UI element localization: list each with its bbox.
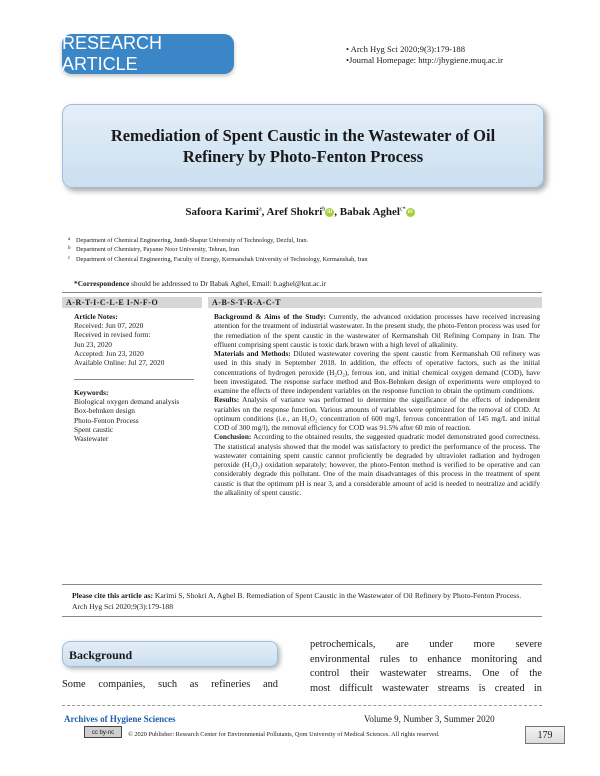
divider: [62, 616, 542, 617]
abstract-background: [214, 312, 540, 349]
abstract-methods: [214, 349, 540, 395]
keyword: Spent caustic: [74, 424, 114, 434]
abstract-label: Background & Aims of the Study:: [214, 312, 326, 321]
affiliation-text: Department of Chemical Engineering, Faculty of Energy, Kermanshah University of Technology, Kermanshah, Iran: [76, 256, 368, 263]
body-line: environmental rules to enhance monitoring and: [310, 653, 542, 665]
correspondence: [74, 279, 326, 288]
keywords-label: Keywords:: [74, 388, 109, 397]
keyword: Biological oxygen demand analysis: [74, 397, 180, 407]
affiliation-label: b: [68, 246, 71, 251]
orcid-icon[interactable]: iD: [327, 210, 333, 215]
body-text-right: [310, 638, 542, 696]
notes-label: Article Notes:: [74, 312, 118, 321]
abstract-label: Conclusion:: [214, 432, 252, 442]
author-name: Safoora Karimi: [185, 206, 259, 218]
correspondence-label: *Correspondence: [74, 279, 130, 288]
divider: [74, 379, 194, 380]
footer-divider: [62, 705, 542, 706]
revised-date: Jun 23, 2020: [74, 339, 112, 349]
affiliation: [68, 256, 368, 264]
keyword: Wastewater: [74, 434, 109, 444]
cc-license-icon[interactable]: cc by-nc: [84, 726, 122, 738]
author-sup: a: [258, 206, 262, 213]
author-sup: b: [322, 206, 326, 213]
divider: [62, 584, 542, 585]
body-line: petrochemicals, are under more severe: [310, 639, 542, 650]
author-name: Babak Aghel: [339, 206, 400, 218]
footer-journal: Archives of Hygiene Sciences: [64, 714, 176, 724]
abstract-text: Currently, the advanced oxidation processes have received increasing attention for the treatment of industrial wastewater. In the present study, the photo-Fenton process was used for the remediation of the spent caustic in the wastewater of Kermanshah Oil Refining Company in Iran. The effluent comprising spent caustic is toxic dark brawn with a high level of alkalinity.: [214, 312, 541, 349]
orcid-icon[interactable]: iD: [407, 210, 413, 215]
divider: [62, 292, 542, 293]
abstract-conclusion: [214, 432, 540, 497]
abstract-text: Diluted wastewater covering the spent caustic from Kermanshah Oil refinery was used in this study in September 2018. In addition, the effects of operative factors, such as the initial concentrations of hydrogen peroxide (H₂O₂), ferrous ion, and initial chemical oxygen demand (COD), have been investigated. The response surface method and Box-Behnken design of experiments were employed to examine the effects of three independent variables on the response function to obtain the optimum conditions.: [214, 349, 540, 395]
abstract-body: [214, 312, 540, 497]
copyright-notice: © 2020 Publisher: Research Center for Environmental Pollutants, Qom University of Medical Sciences. All rights reserved.: [128, 731, 440, 738]
correspondence-text: should be addressed to Dr Babak Aghel, Email: b.aghel@kut.ac.ir: [129, 279, 326, 288]
keyword: Box-behnken design: [74, 406, 135, 416]
author-name: Aref Shokri: [266, 206, 323, 218]
affiliation-label: a: [68, 237, 71, 242]
author-sup: c*: [399, 206, 406, 213]
abstract-results: [214, 395, 540, 432]
abstract-text: According to the obtained results, the suggested quadratic model demonstrated good correctness. The statistical analysis showed that the model was satisfactory to predict the performance of the process. The wastewater containing spent caustic cannot proficiently be degraded by ultraviolet radiation and hydrogen peroxide (H₂O₂) oxidation separately; however, the photo-Fenton method is verified to be operative and can considerably degrade this pollutant. One of the main disadvantages of this process in the treatment of spent caustic is that the optimum pH is near 3, and a considerable amount of acid is needed to neutralize and acidify the alkalinity of spent caustic.: [214, 432, 540, 497]
article-info-heading: A-R-T-I-C-L-E I-N-F-O: [62, 297, 202, 308]
paper-title: Remediation of Spent Caustic in the Wastewater of Oil Refinery by Photo-Fenton Process: [110, 126, 496, 166]
cite-label: Please cite this article as:: [72, 591, 153, 600]
body-line: control their wastewater streams. One of the: [310, 668, 542, 679]
affiliation: [68, 246, 239, 254]
abstract-text: Analysis of variance was performed to determine the significance of the effects of independent variables on the response function. Various amounts of variables were optimized for the removal of COD. At optimum conditions (i.e., an H₂O₂ concentration of 600 mg/l, ferrous concentration of 145 mg/L and initial COD of 300 mg/l), the removal efficiency for COD was 91.5% after 60 min of reaction.: [214, 395, 540, 432]
affiliation-label: c: [68, 256, 71, 261]
affiliation-text: Department of Chemical Engineering, Jundi-Shapur University of Technology, Dezful, Iran.: [76, 237, 309, 244]
title-box: [62, 104, 544, 188]
keywords: [74, 388, 194, 443]
affiliation-text: Department of Chemistry, Payame Noor University, Tehran, Iran: [76, 246, 239, 253]
homepage-line[interactable]: •Journal Homepage: http://jhygiene.muq.ac.ir: [346, 55, 503, 65]
citation-line: • Arch Hyg Sci 2020;9(3):179-188: [346, 44, 466, 54]
background-heading: Background: [62, 641, 278, 667]
abstract-heading: A-B-S-T-R-A-C-T: [208, 297, 542, 308]
affiliation: [68, 237, 309, 245]
cite-box: [62, 588, 542, 614]
body-line: most difficult wastewater streams is created in: [310, 682, 542, 694]
page-number: 179: [525, 726, 565, 744]
body-text-left: Some companies, such as refineries and: [62, 679, 278, 690]
cite-text: Karimi S, Shokri A, Aghel B. Remediation of Spent Caustic in the Wastewater of Oil Refinery by Photo-Fenton Process. Arch Hyg Sci 2020;9(3):179-188: [72, 591, 522, 611]
abstract-label: Results:: [214, 395, 240, 405]
keyword: Photo-Fenton Process: [74, 415, 139, 425]
author-list: Safoora Karimi$^a$, Aref Shokri$^b$iD , Babak Aghel$^{c*}$iD: [185, 206, 413, 218]
research-article-tag: RESEARCH ARTICLE: [62, 34, 234, 74]
journal-meta: [346, 44, 503, 66]
article-notes: [74, 312, 202, 367]
revised-label: Received in revised form:: [74, 330, 151, 340]
received-date: Received: Jun 07, 2020: [74, 321, 144, 331]
online-date: Available Online: Jul 27, 2020: [74, 358, 165, 368]
accepted-date: Accepted: Jun 23, 2020: [74, 348, 144, 358]
footer-issue: Volume 9, Number 3, Summer 2020: [364, 714, 495, 724]
abstract-label: Materials and Methods:: [214, 349, 291, 358]
